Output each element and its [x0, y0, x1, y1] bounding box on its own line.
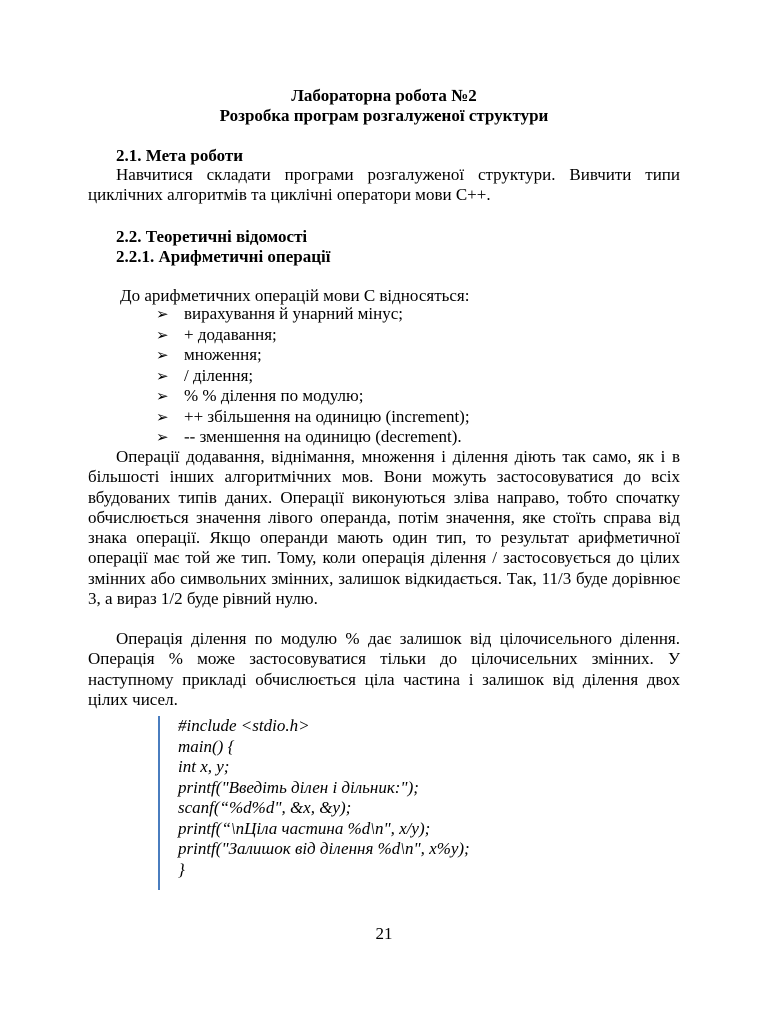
code-line: printf("Введіть ділен і дільник:"); [178, 777, 419, 797]
code-line: #include <stdio.h> [178, 716, 310, 735]
code-line: scanf(“%d%d", &x, &y); [178, 798, 352, 817]
list-item: ➢ % % ділення по модулю; [156, 386, 364, 405]
goal-heading: 2.1. Мета роботи [116, 146, 244, 165]
code-line: printf(“\nЦіла частина %d\n", x/y); [178, 818, 431, 838]
list-item: ➢ вирахування й унарний мінус; [156, 304, 404, 323]
arrowhead-bullet-icon: ➢ [156, 346, 169, 364]
page-number: 21 [375, 924, 393, 943]
code-block [178, 716, 470, 880]
lab-title: Лабораторна робота №2 [291, 86, 477, 105]
list-item: ➢ ++ збільшення на одиницю (increment); [156, 406, 470, 426]
lab-subtitle: Розробка програм розгалуженої структури [219, 106, 549, 125]
paragraph-arithmetic: Операції додавання, віднімання, множення і ділення діють так само, як і в більшості інших алгоритмічних мов. Вони можуть застосовуватися до всіх вбудованих типів даних. Операції виконуються зліва направо, тобто спочатку обчислюється значення лівого операнда, потім значення, яке стоїть справа від знака операції. Якщо операнди мають один тип, то результат арифметичної операції має той же тип. Тому, коли операція ділення / застосовується до цілих змінних або символьних змінних, залишок відкидається. Так, 11/3 буде дорівнює 3, а вираз 1/2 буде рівний нулю. [88, 447, 680, 609]
code-line: printf("Залишок від ділення %d\n", x%y); [178, 839, 470, 858]
list-item: ➢ множення; [156, 345, 262, 364]
code-block-border [158, 716, 160, 890]
arrowhead-bullet-icon: ➢ [156, 387, 169, 405]
arrowhead-bullet-icon: ➢ [156, 305, 169, 323]
operations-list [156, 304, 470, 448]
arrowhead-bullet-icon: ➢ [156, 407, 169, 426]
code-line: main() { [178, 736, 235, 756]
code-line: int x, y; [178, 757, 230, 776]
arith-subheading: 2.2.1. Арифметичні операції [116, 247, 331, 266]
arrowhead-bullet-icon: ➢ [156, 366, 169, 385]
theory-heading: 2.2. Теоретичні відомості [116, 227, 308, 246]
list-item: ➢ -- зменшення на одиницю (decrement). [156, 427, 462, 446]
arrowhead-bullet-icon: ➢ [156, 325, 169, 344]
intro-text: До арифметичних операцій мови С відносяться: [120, 286, 470, 305]
arrowhead-bullet-icon: ➢ [156, 428, 169, 446]
list-item: ➢ + додавання; [156, 324, 277, 344]
code-line: } [178, 859, 185, 879]
paragraph-modulo: Операція ділення по модулю % дає залишок від цілочисельного ділення. Операція % може застосовуватися тільки до цілочисельних змінних. У наступному прикладі обчислюється ціла частина і залишок від ділення двох цілих чисел. [88, 629, 680, 709]
list-item: ➢ / ділення; [156, 365, 254, 385]
goal-text: Навчитися складати програми розгалуженої структури. Вивчити типи циклічних алгоритмів та циклічні оператори мови С++. [88, 165, 680, 205]
